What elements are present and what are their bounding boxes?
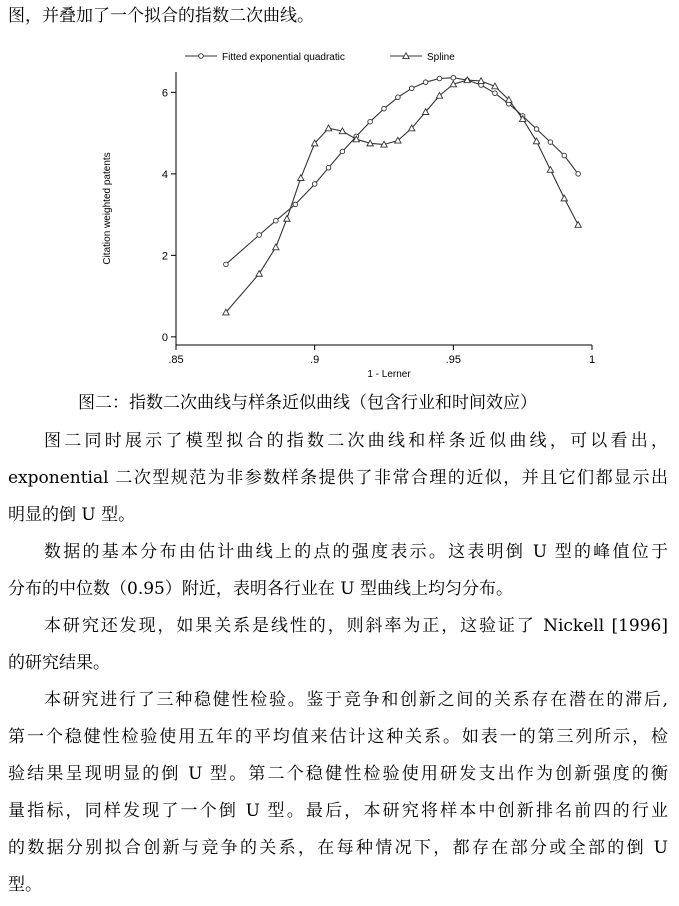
legend-label-spline: Spline — [427, 52, 455, 63]
series-line-spline — [226, 80, 578, 312]
spline-point-6 — [325, 125, 331, 131]
x-tick-label-2: .95 — [445, 354, 461, 366]
fitted-point-8 — [368, 119, 373, 124]
paragraph-2-line-2: 分布的中位数（0.95）附近，表明各行业在 U 型曲线上均匀分布。 — [8, 579, 513, 599]
fitted-point-0 — [224, 262, 229, 267]
fitted-point-23 — [576, 172, 581, 177]
fitted-point-12 — [423, 80, 428, 85]
legend-marker-fitted — [199, 54, 204, 59]
fitted-point-10 — [396, 95, 401, 100]
fitted-point-11 — [409, 86, 414, 91]
chart-svg — [80, 40, 610, 385]
paragraph-4-line-1: 本研究进行了三种稳健性检验。鉴于竞争和创新之间的关系存在潜在的滞后, — [44, 690, 668, 710]
paragraph-3-line-2: 的研究结果。 — [8, 653, 110, 673]
fitted-point-20 — [534, 127, 539, 132]
fitted-point-5 — [326, 165, 331, 170]
y-tick-label-2: 4 — [161, 168, 168, 181]
spline-point-24 — [575, 222, 581, 228]
intro-line: 图，并叠加了一个拟合的指数二次曲线。 — [8, 6, 314, 26]
series-line-fitted — [226, 78, 578, 265]
fitted-point-6 — [340, 149, 345, 154]
paragraph-2-line-1: 数据的基本分布由估计曲线上的点的强度表示。这表明倒 U 型的峰值位于 — [44, 542, 668, 562]
x-axis-label: 1 - Lerner — [367, 369, 411, 380]
x-tick-label-0: .85 — [168, 354, 184, 366]
spline-point-1 — [256, 270, 262, 276]
paragraph-1-line-1: 图二同时展示了模型拟合的指数二次曲线和样条近似曲线，可以看出， — [44, 431, 668, 451]
paragraph-4-line-3: 验结果呈现明显的倒 U 型。第二个稳健性检验使用研发支出作为创新强度的衡 — [8, 764, 668, 784]
fitted-point-21 — [548, 140, 553, 145]
paragraph-1-line-3: 明显的倒 U 型。 — [8, 505, 136, 525]
figure-caption: 图二：指数二次曲线与样条近似曲线（包含行业和时间效应） — [78, 393, 537, 413]
paragraph-4-line-6: 型。 — [8, 875, 42, 895]
figure-chart — [80, 40, 610, 385]
fitted-point-1 — [257, 233, 262, 238]
fitted-point-17 — [493, 91, 498, 96]
x-tick-label-1: .9 — [310, 354, 320, 366]
spline-point-4 — [298, 175, 304, 181]
fitted-point-13 — [437, 76, 442, 81]
y-axis-label: Citation weighted patents — [102, 152, 113, 265]
fitted-point-2 — [274, 218, 279, 223]
spline-point-2 — [273, 244, 279, 250]
paragraph-4-line-5: 的数据分别拟合创新与竞争的关系，在每种情况下，都存在部分或全部的倒 U — [8, 838, 668, 858]
paragraph-4-line-4: 量指标，同样发现了一个倒 U 型。最后，本研究将样本中创新排名前四的行业 — [8, 801, 668, 821]
y-tick-label-0: 0 — [161, 331, 168, 344]
x-tick-label-3: 1 — [588, 354, 596, 366]
paragraph-1-line-2: exponential 二次型规范为非参数样条提供了非常合理的近似，并且它们都显示出 — [8, 468, 668, 488]
legend-label-fitted: Fitted exponential quadratic — [222, 52, 345, 63]
fitted-point-4 — [312, 182, 317, 187]
fitted-point-9 — [382, 106, 387, 111]
fitted-point-14 — [451, 75, 456, 80]
fitted-point-3 — [293, 202, 298, 207]
fitted-point-22 — [562, 153, 567, 158]
spline-point-22 — [547, 167, 553, 173]
spline-point-21 — [533, 138, 539, 144]
spline-point-23 — [561, 195, 567, 201]
paragraph-3-line-1: 本研究还发现，如果关系是线性的，则斜率为正，这验证了 Nickell [1996] — [44, 616, 668, 636]
y-tick-label-3: 6 — [161, 87, 168, 100]
spline-point-3 — [284, 215, 290, 221]
paragraph-4-line-2: 第一个稳健性检验使用五年的平均值来估计这种关系。如表一的第三列所示，检 — [8, 727, 668, 747]
y-tick-label-1: 2 — [161, 250, 168, 263]
